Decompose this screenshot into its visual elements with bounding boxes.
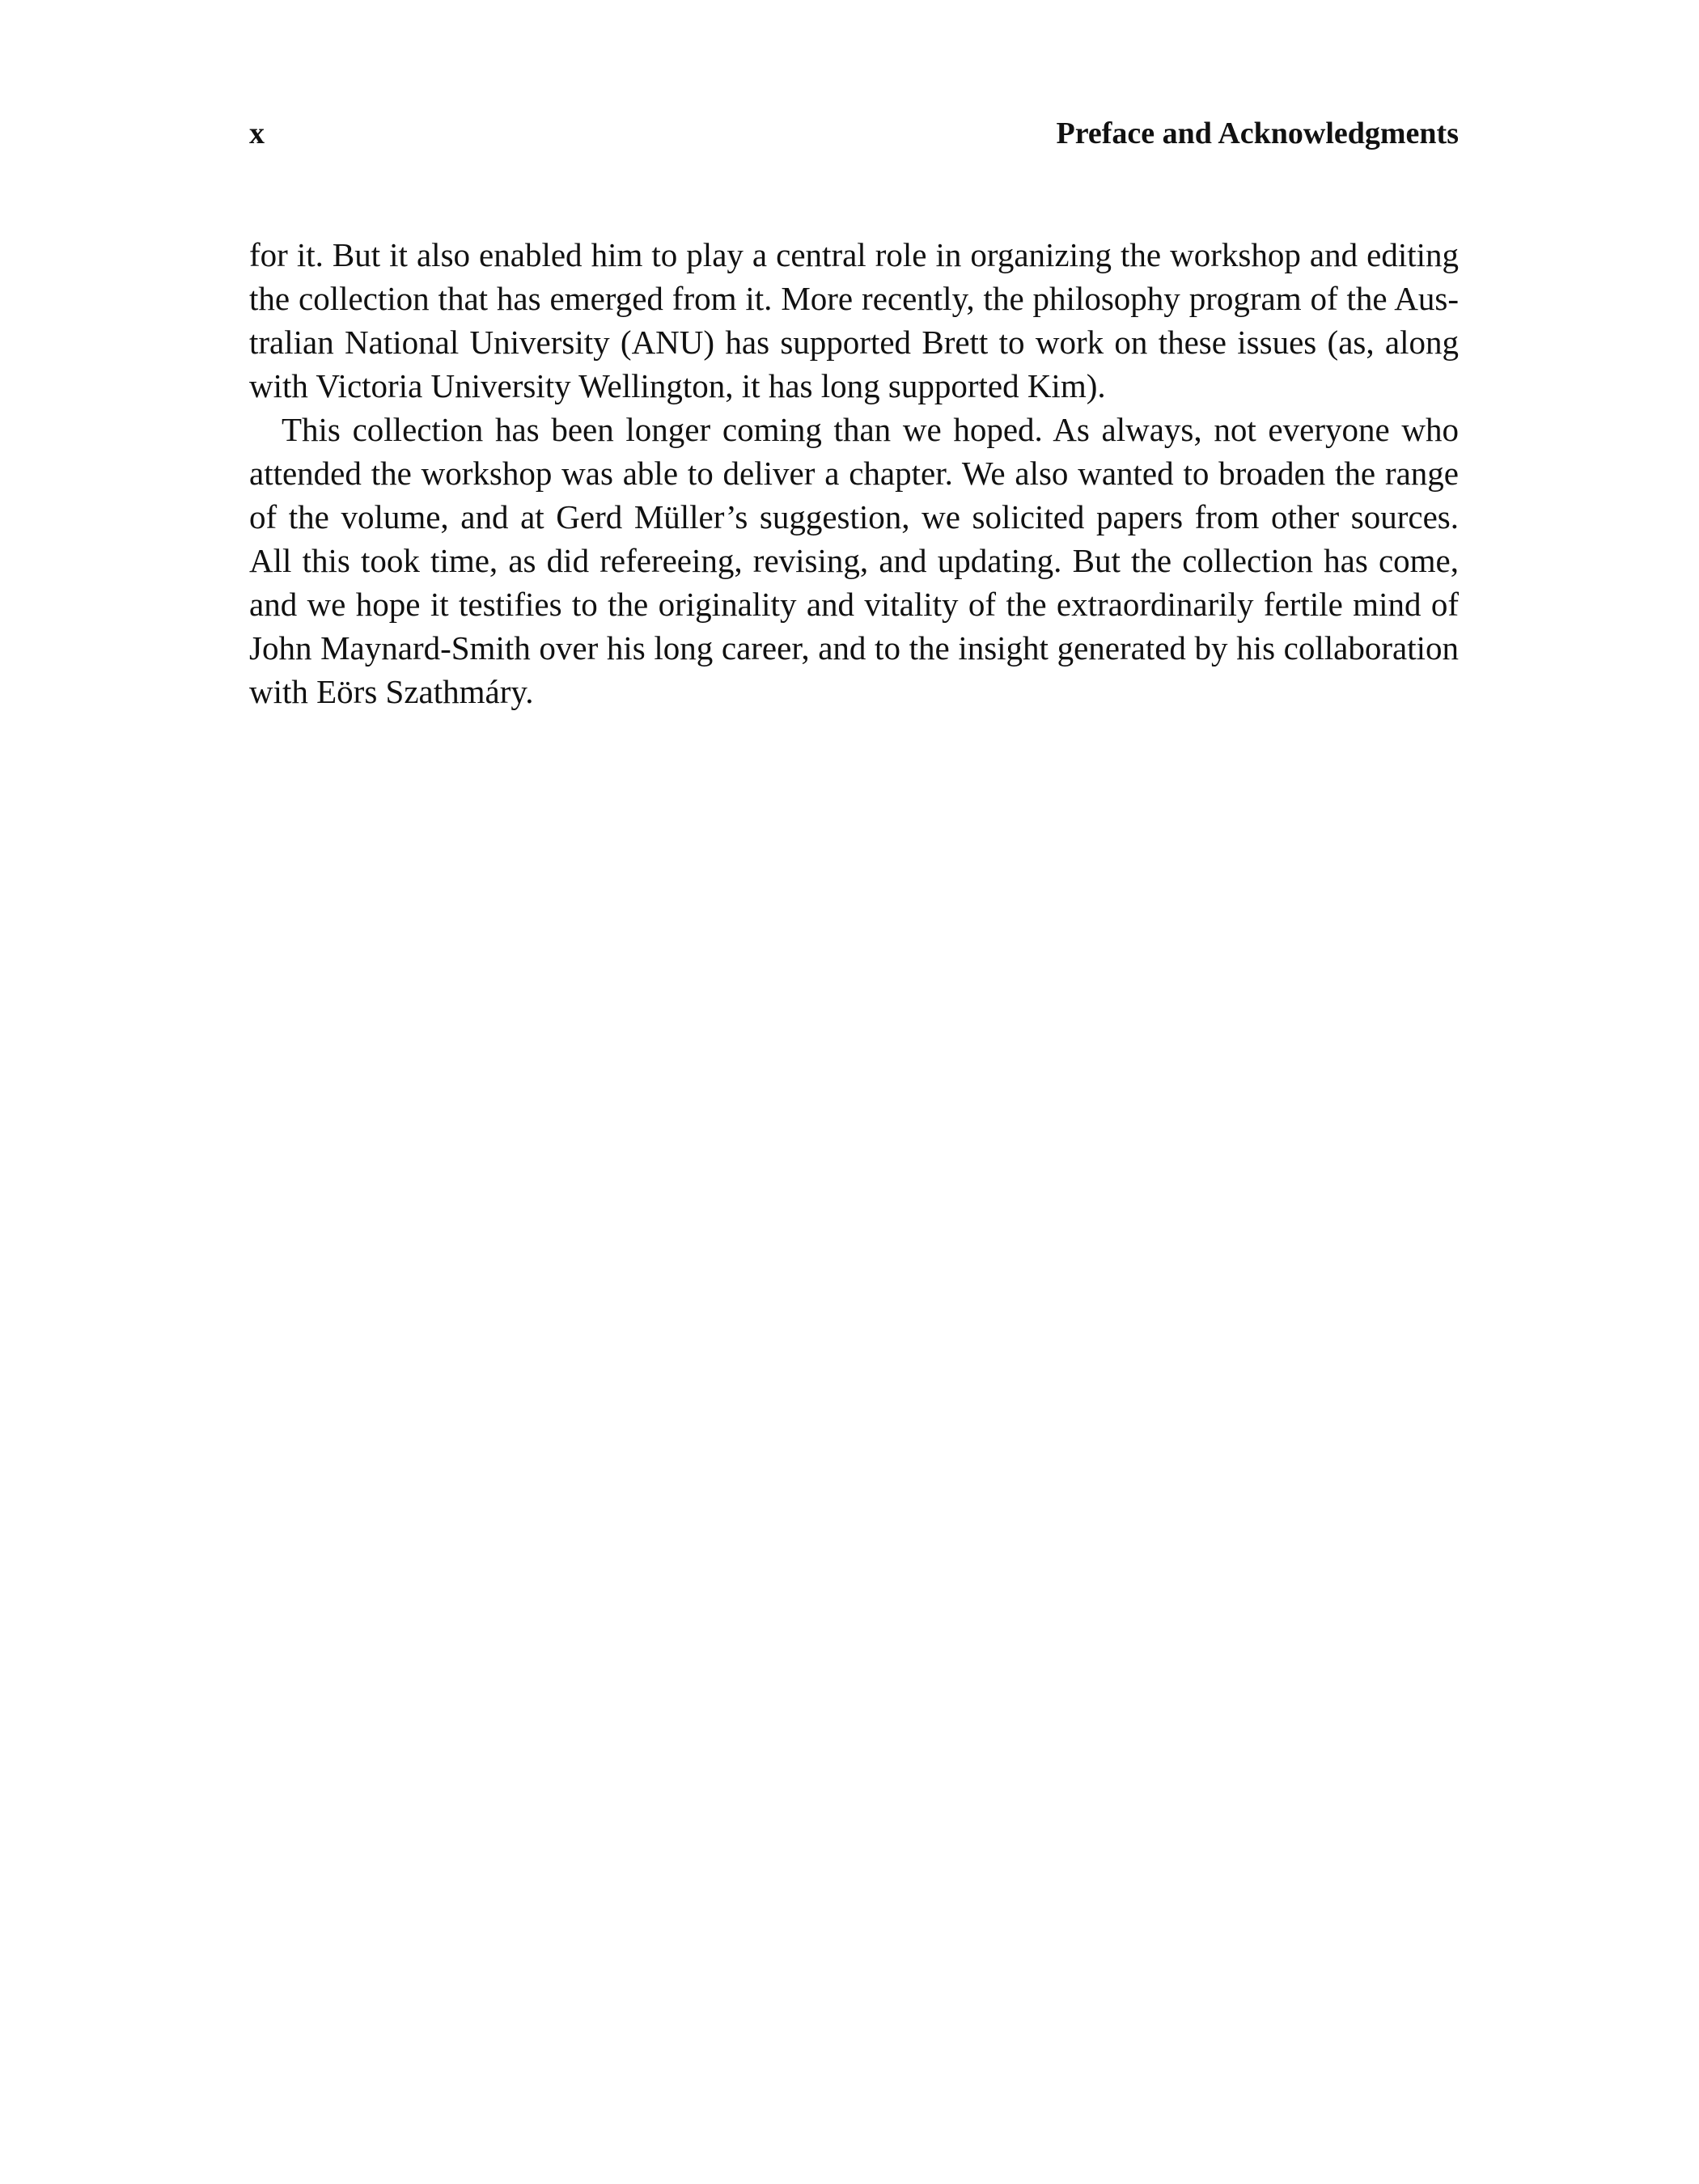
body-text xyxy=(249,233,1459,713)
paragraph: This collection has been longer coming than we hoped. As always, not everyone who attended the workshop was able to deliver a chapter. We also wanted to broaden the range of the volume, and at Gerd Müller’s suggestion, we solicited papers from other sources. All this took time, as did refereeing, revising, and updating. But the collection has come, and we hope it testifies to the originality and vitality of the extraordinarily fertile mind of John Maynard-Smith over his long career, and to the insight generated by his collaboration with Eörs Szathmáry. xyxy=(249,411,1459,710)
running-head xyxy=(249,113,1459,154)
page-number: x xyxy=(249,116,265,150)
running-title: Preface and Acknowledgments xyxy=(1056,116,1459,150)
paragraph-continued: for it. But it also enabled him to play a central role in organizing the workshop and editing the collection that has emerged from it. More recently, the philosophy program of the Australian National University (ANU) has supported Brett to work on these issues (as, along with Victoria University Wellington, it has long supported Kim). xyxy=(249,236,1459,404)
